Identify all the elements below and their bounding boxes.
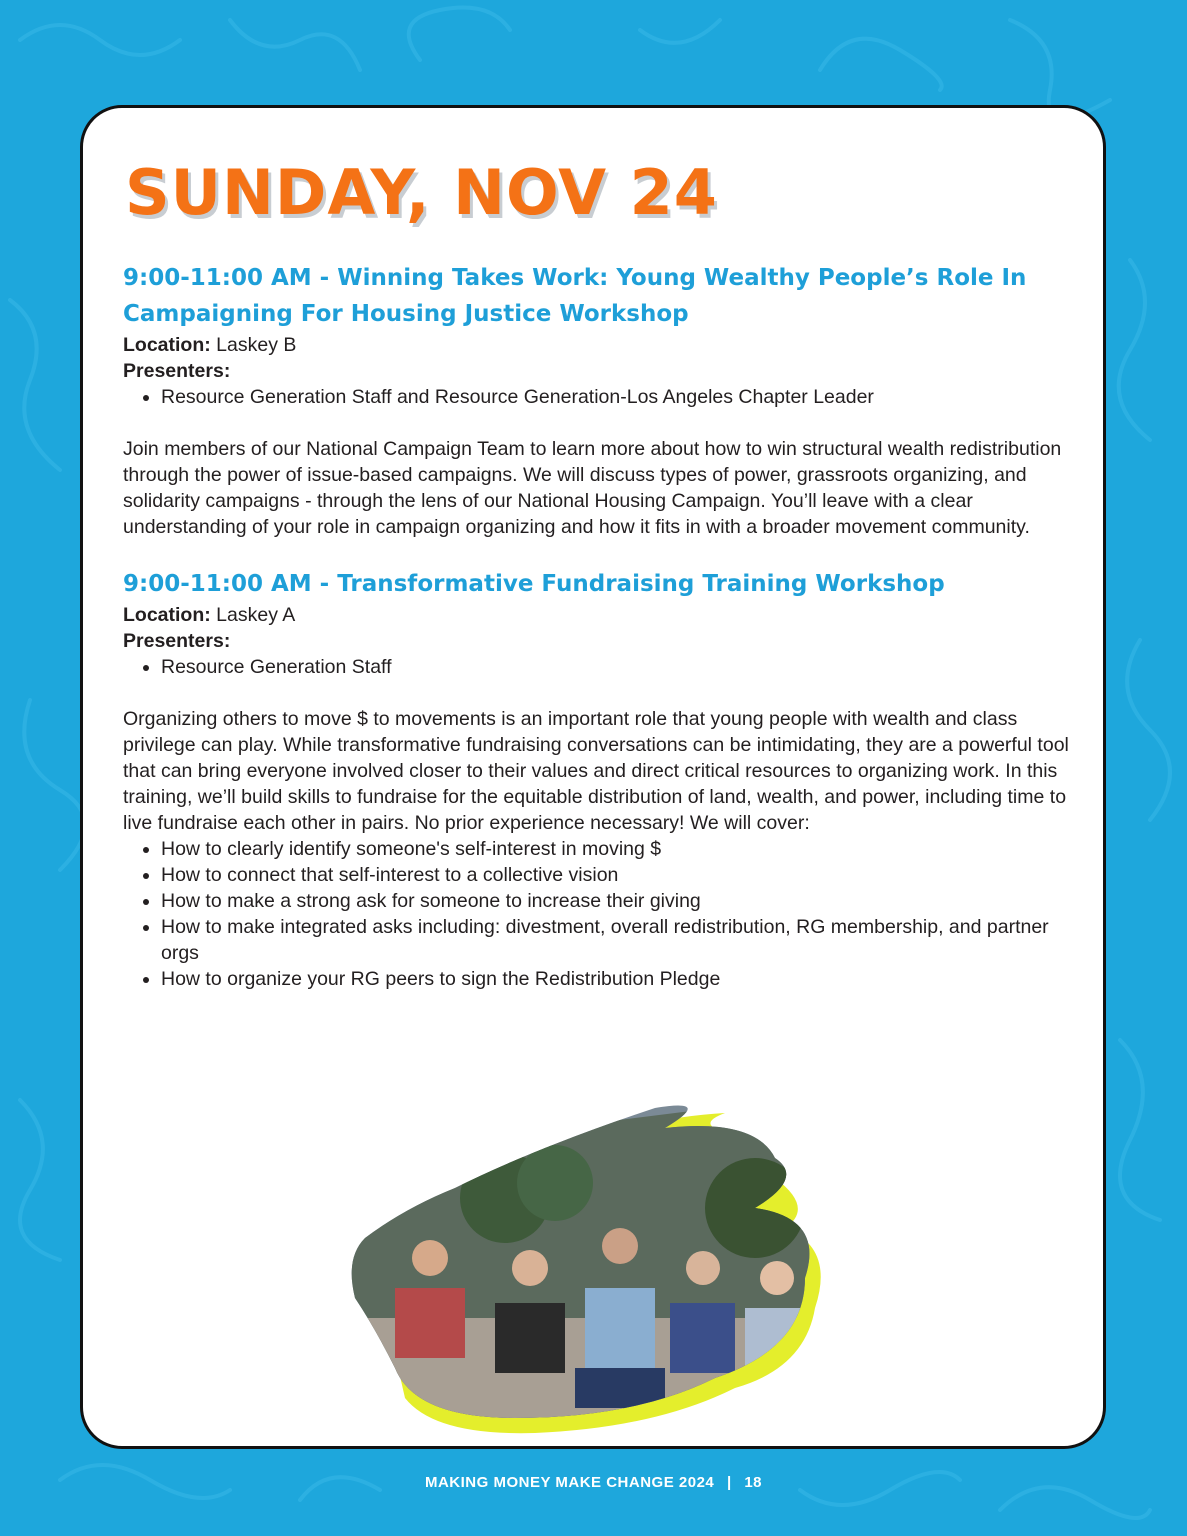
location-label: Location: [123,334,211,356]
session-title-line: Campaigning For Housing Justice Workshop [123,301,689,327]
sessions-list [123,260,1073,992]
session-description: Organizing others to move $ to movements is an important role that young people with wealth and class privilege can play. While transformative fundraising conversations can be intimidating, they are a powerful tool that can bring everyone involved closer to their values and direct critical resources to organizing work. In this training, we’ll build skills to fundraise for the equitable distribution of land, wealth, and power, including time to live fundraise each other in pairs. No prior experience necessary! We will cover: [123,708,1069,834]
workshop-photo [335,1088,845,1438]
schedule-card [80,105,1106,1449]
presenters-label: Presenters: [123,360,231,382]
session-title [123,566,1073,602]
page-number: 18 [744,1474,762,1491]
session-location [123,332,1073,358]
topics-list [123,836,1073,992]
location-value: Laskey A [216,604,296,626]
presenters-list [123,654,1073,680]
session-location [123,602,1073,628]
session-title [123,260,1073,332]
session-block [123,260,1073,540]
presenters-heading [123,358,1073,384]
footer-separator: | [726,1474,732,1491]
session-description: Join members of our National Campaign Team to learn more about how to win structural wealth redistribution through the power of issue-based campaigns. We will discuss types of power, grassroots organizing, and solidarity campaigns - through the lens of our National Housing Campaign. You’ll leave with a clear understanding of your role in campaign organizing and how it fits in with a broader movement community. [123,438,1062,538]
location-value: Laskey B [216,334,297,356]
page-title: SUNDAY, NOV 24 [125,156,718,229]
location-label: Location: [123,604,211,626]
session-title-line: 9:00-11:00 AM - Transformative Fundraising Training Workshop [123,571,945,597]
presenters-label: Presenters: [123,630,231,652]
topic-item: • How to organize your RG peers to sign the Redistribution Pledge [161,966,1073,992]
presenter-item: • Resource Generation Staff and Resource Generation-Los Angeles Chapter Leader [161,384,1073,410]
topic-item: • How to connect that self-interest to a collective vision [161,862,1073,888]
presenters-heading [123,628,1073,654]
topic-item: • How to make a strong ask for someone to increase their giving [161,888,1073,914]
topic-item: • How to clearly identify someone's self-interest in moving $ [161,836,1073,862]
presenters-list [123,384,1073,410]
publication-name: MAKING MONEY MAKE CHANGE [424,1474,675,1491]
publication-year: 2024 [678,1474,715,1491]
session-title-line: 9:00-11:00 AM - Winning Takes Work: Young Wealthy People’s Role In [123,265,1027,291]
session-block [123,566,1073,992]
page-footer [0,1474,1187,1491]
topic-item: • How to make integrated asks including: divestment, overall redistribution, RG membership, and partner orgs [161,914,1073,966]
presenter-item: • Resource Generation Staff [161,654,1073,680]
